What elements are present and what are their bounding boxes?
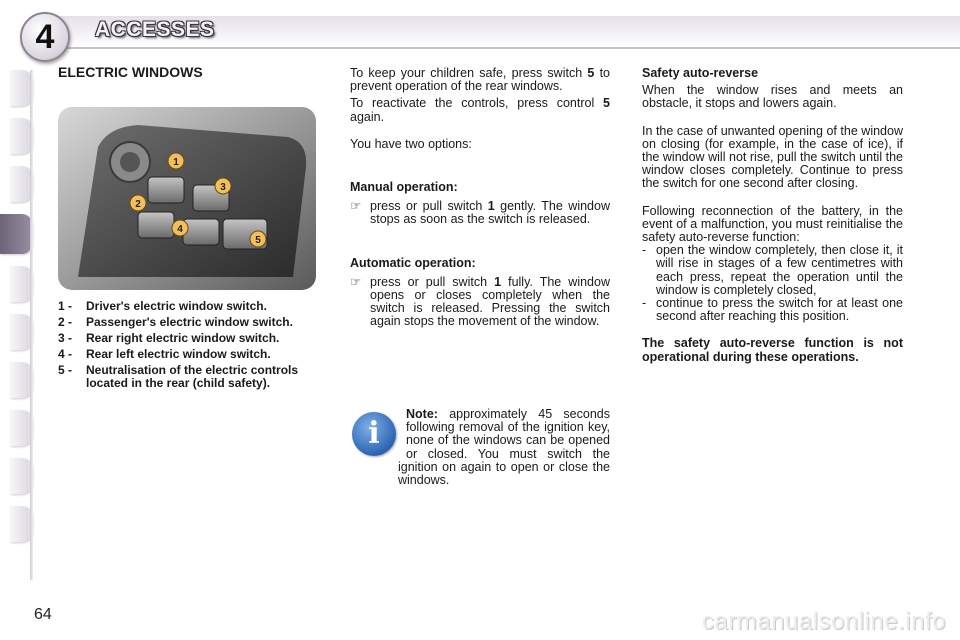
callout-4: 4 [177, 224, 183, 235]
chapter-tab[interactable] [10, 70, 32, 106]
note-text: Note: approximately 45 seconds following removal of the ignition key, none of the windows can be opened or closed. You must switch the ignition on again to open or close the windows. [398, 407, 610, 488]
legend-item: 5 - Neutralisation of the electric controls located in the rear (child safety). [58, 363, 299, 390]
child-safety-paragraph: To keep your children safe, press switch 5 to prevent operation of the rear windows. [350, 66, 610, 94]
switch-legend [58, 300, 320, 393]
pointing-hand-icon: ☞ [350, 199, 362, 214]
door-panel-illustration [58, 107, 316, 290]
note-box [350, 408, 610, 487]
chapter-tab[interactable] [10, 166, 32, 202]
chapter-tab[interactable] [10, 506, 32, 542]
chapter-tab-active[interactable] [0, 214, 32, 254]
automatic-operation-title: Automatic operation: [350, 255, 476, 270]
callout-1: 1 [173, 157, 179, 168]
callout-3: 3 [220, 182, 226, 193]
legend-item: 2 - Passenger's electric window switch. [58, 315, 293, 329]
header-divider [60, 47, 960, 49]
manual-operation-title: Manual operation: [350, 180, 458, 195]
callout-2: 2 [135, 199, 141, 210]
auto-reverse-paragraph: When the window rises and meets an obstacle, it stops and lowers again. [642, 83, 903, 111]
chapter-tab[interactable] [10, 458, 32, 494]
unwanted-opening-paragraph: In the case of unwanted opening of the window on closing (for example, in the case of ice), if the window will not rise, pull the switch until the window closes completely. Continue to press the switch for one second after closing. [642, 123, 903, 191]
callout-5: 5 [255, 235, 261, 246]
reinitialise-paragraph: Following reconnection of the battery, in the event of a malfunction, you must reinitialise the safety auto-reverse function: [642, 203, 903, 245]
chapter-tab[interactable] [10, 410, 32, 446]
chapter-badge [20, 12, 70, 62]
safety-auto-reverse-title: Safety auto-reverse [642, 66, 759, 80]
chapter-tab[interactable] [10, 314, 32, 350]
chapter-tabs [0, 70, 34, 580]
chapter-tab[interactable] [10, 362, 32, 398]
legend-item: 3 - Rear right electric window switch. [58, 331, 280, 345]
chapter-tab[interactable] [10, 266, 32, 302]
side-rail [30, 70, 33, 580]
chapter-tab[interactable] [10, 118, 32, 154]
column-middle [350, 67, 610, 329]
chapter-number: 4 [35, 18, 55, 56]
column-right [642, 67, 903, 364]
manual-operation-step: ☞ press or pull switch 1 gently. The window stops as soon as the switch is released. [350, 199, 610, 227]
options-intro: You have two options: [350, 136, 472, 151]
window-switch-photo [58, 107, 316, 290]
page-number: 64 [34, 606, 52, 623]
reactivate-paragraph: To reactivate the controls, press control 5 again. [350, 96, 610, 124]
automatic-operation-step: ☞ press or pull switch 1 fully. The window opens or closes completely when the switch is released. Pressing the switch again stops the movement of the window. [350, 274, 610, 329]
legend-item: 4 - Rear left electric window switch. [58, 347, 271, 361]
section-title: ELECTRIC WINDOWS [58, 64, 203, 80]
reinitialise-step: - continue to press the switch for at least one second after reaching this position. [642, 296, 903, 324]
info-icon: i [352, 412, 396, 456]
warning-text: The safety auto-reverse function is not operational during these operations. [642, 336, 903, 364]
watermark: carmanualsonline.info [702, 608, 946, 635]
pointing-hand-icon: ☞ [350, 274, 362, 289]
legend-item: 1 - Driver's electric window switch. [58, 299, 267, 313]
chapter-title: ACCESSES [95, 18, 215, 41]
reinitialise-step: - open the window completely, then close it, it will rise in stages of a few centimetres with each press, repeat the operation until the window is completely closed, [642, 243, 903, 297]
